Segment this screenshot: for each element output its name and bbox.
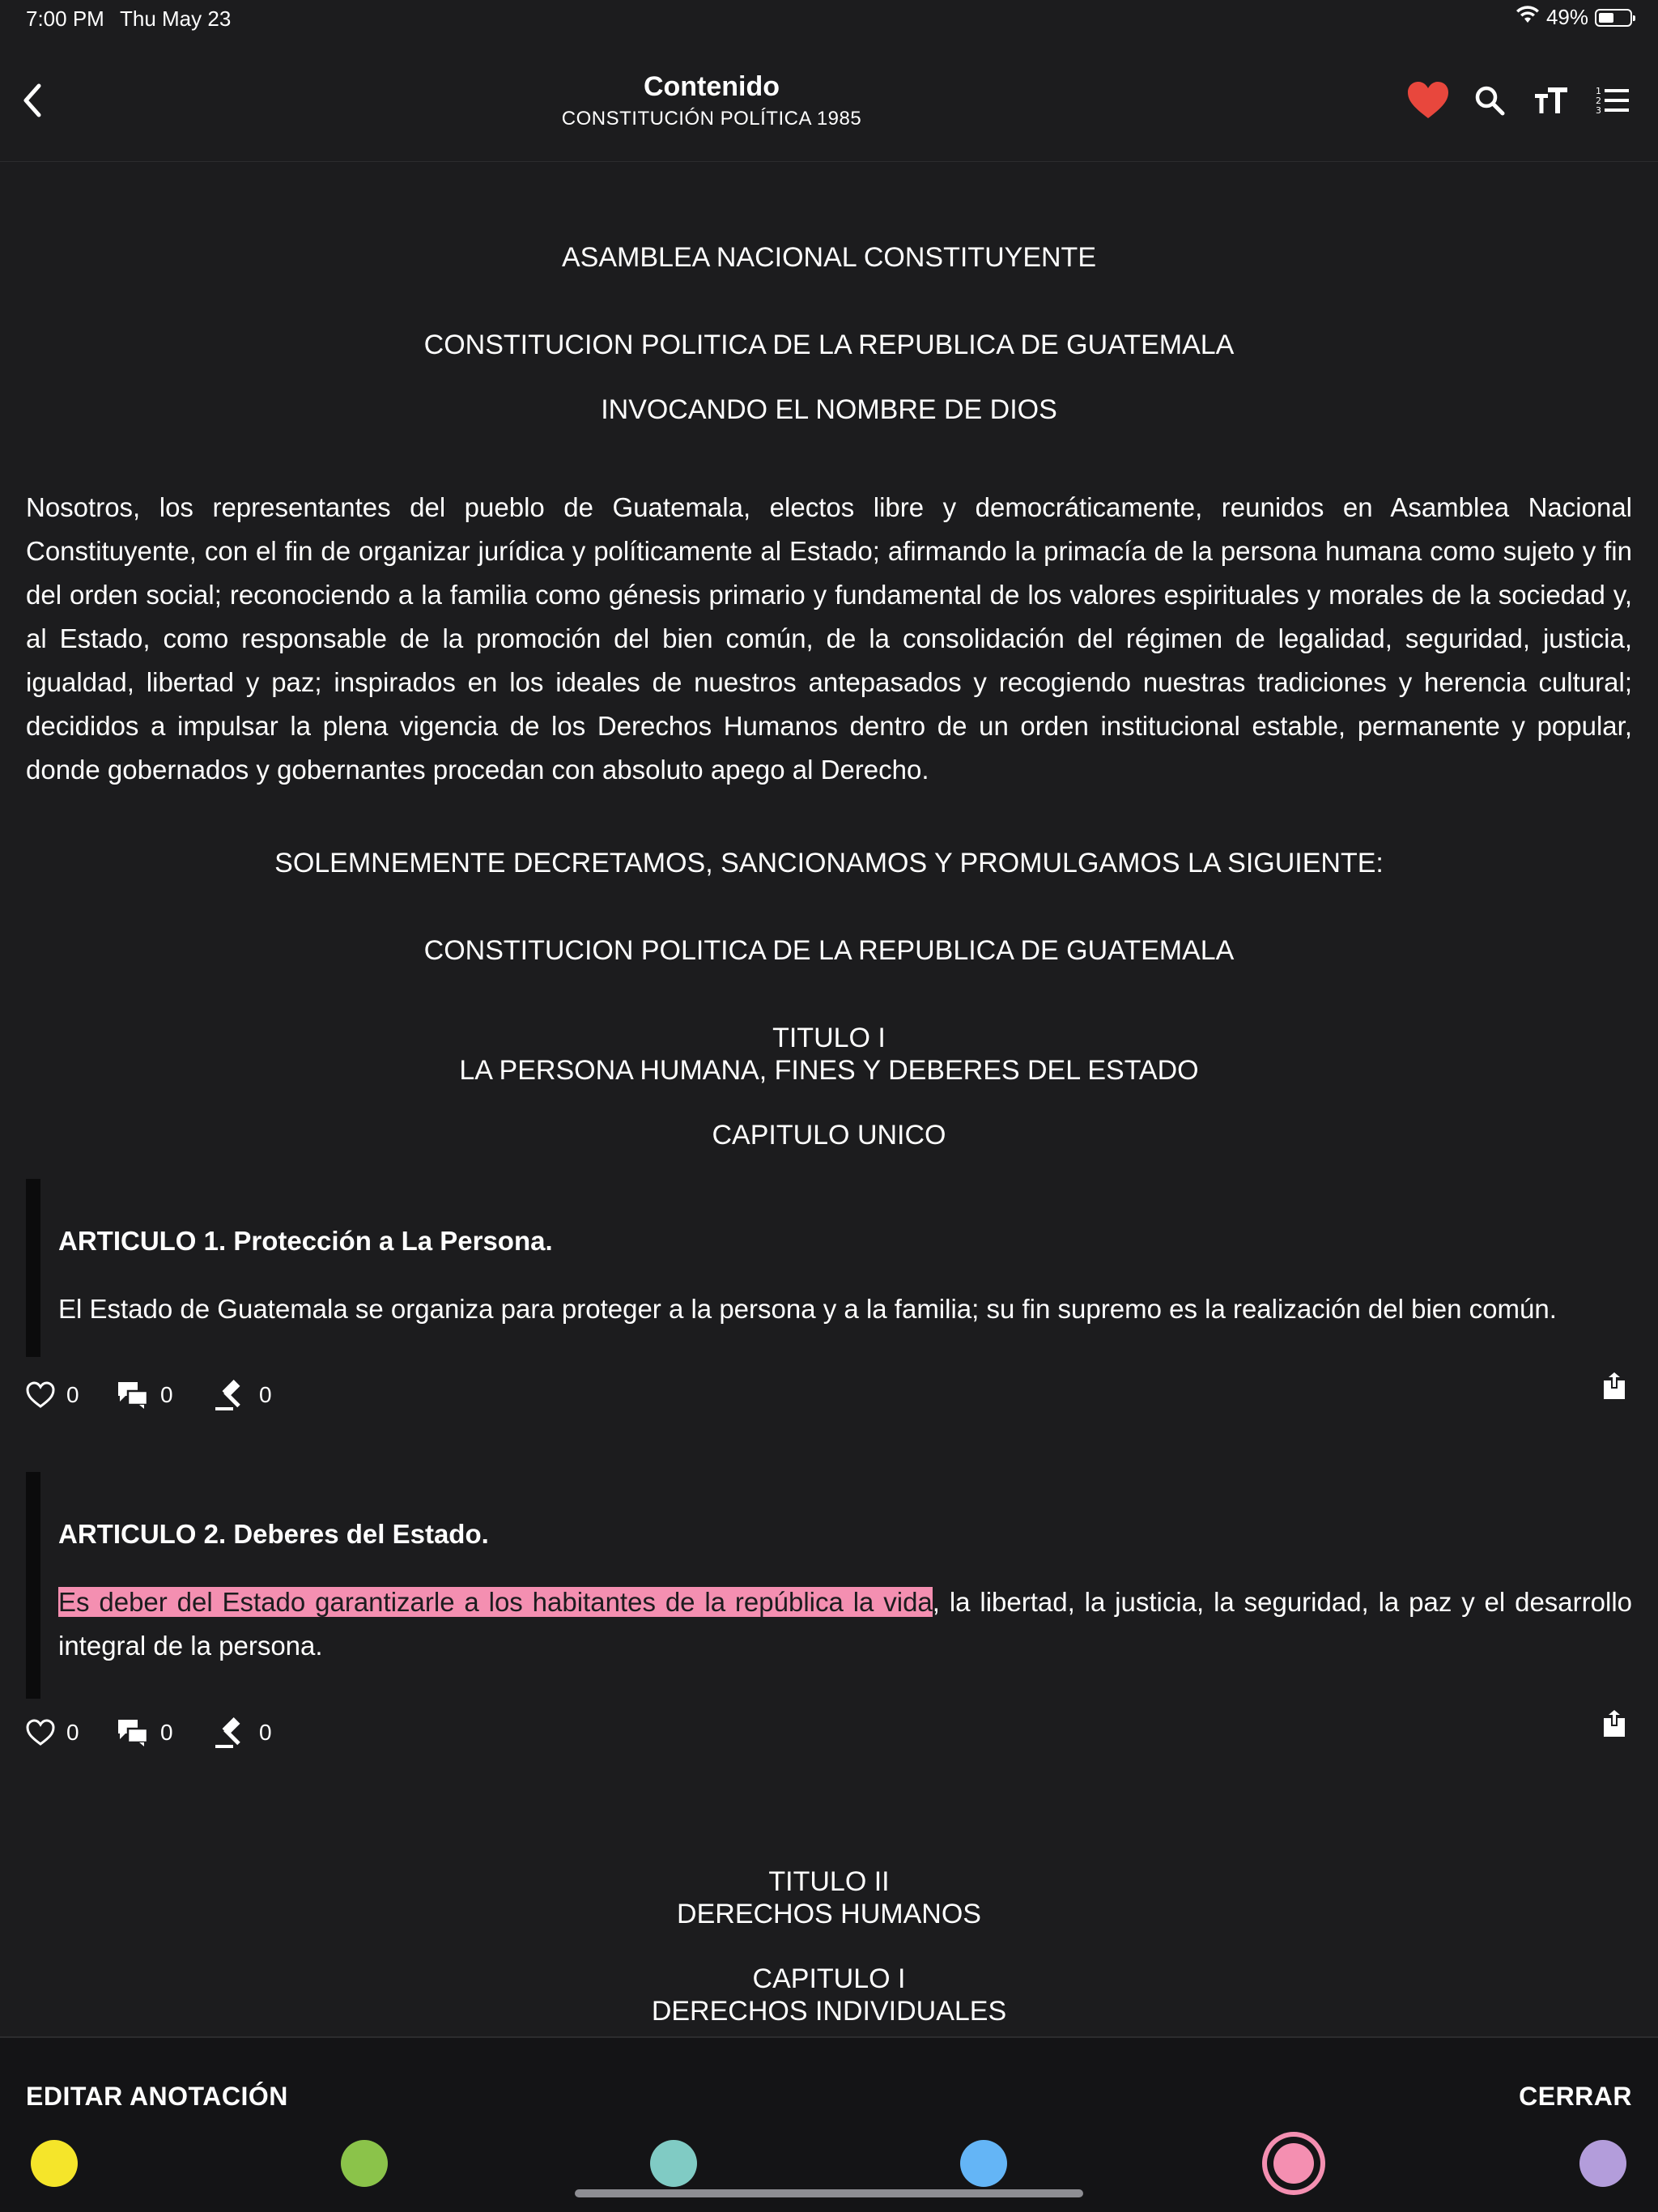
titulo-2-name: DERECHOS HUMANOS — [677, 1899, 981, 1929]
favorite-button[interactable] — [1397, 74, 1459, 126]
color-swatch-green[interactable] — [341, 2140, 388, 2187]
svg-text:1: 1 — [1596, 86, 1601, 96]
share-icon — [1602, 1709, 1626, 1738]
preamble-text: Nosotros, los representantes del pueblo de Guatemala, electos libre y democráticamente, reunidos en Asamblea Nacional Constituyente, con el fin de organizar jurídica y políticamente al Estado; afirmando la primacía de la persona humana como sujeto y fin del orden social; reconociendo a la familia como génesis primario y fundamental de los valores espirituales y morales de la sociedad y, al Estado, como responsable de la promoción del bien común, de la consolidación del régimen de legalidad, seguridad, justicia, igualdad, libertad y paz; inspirados en los ideales de nuestros antepasados y recogiendo nuestras tradiciones y herencia cultural; decididos a impulsar la plena vigencia de los Derechos Humanos dentro de un orden institucional estable, permanente y popular, donde gobernados y gobernantes procedan con absoluto apego al Derecho. — [26, 492, 1632, 785]
share-button[interactable] — [1596, 1368, 1632, 1404]
status-bar — [0, 0, 1658, 39]
svg-text:2: 2 — [1596, 96, 1601, 106]
search-button[interactable] — [1459, 74, 1520, 126]
heading-invocando: INVOCANDO EL NOMBRE DE DIOS — [601, 394, 1057, 425]
heading-constitucion-2: CONSTITUCION POLITICA DE LA REPUBLICA DE GUATEMALA — [423, 935, 1235, 966]
article-title: ARTICULO 2. Deberes del Estado. — [58, 1519, 489, 1549]
color-swatch-purple[interactable] — [1579, 2140, 1626, 2187]
battery-fill — [1599, 13, 1613, 23]
heading-asamblea: ASAMBLEA NACIONAL CONSTITUYENTE — [562, 242, 1096, 273]
rulings-count: 0 — [259, 1720, 272, 1745]
highlighted-text[interactable]: Es deber del Estado garantizarle a los habitantes de la república la vida — [58, 1587, 933, 1617]
color-swatch-yellow[interactable] — [31, 2140, 78, 2187]
status-date: Thu May 23 — [120, 6, 232, 31]
article-bar — [26, 1179, 40, 1357]
document-content[interactable] — [0, 162, 1658, 2036]
nav-title: Contenido — [643, 71, 780, 102]
text-size-icon — [1533, 84, 1569, 117]
capitulo-unico: CAPITULO UNICO — [712, 1120, 946, 1151]
gavel-icon — [214, 1716, 248, 1750]
search-icon — [1473, 84, 1506, 117]
comments-icon — [117, 1718, 149, 1747]
share-button[interactable] — [1596, 1706, 1632, 1742]
article-2-actions — [26, 1712, 1632, 1753]
nav-bar — [0, 39, 1658, 162]
like-button[interactable] — [26, 1712, 79, 1753]
article-title: ARTICULO 1. Protección a La Persona. — [58, 1226, 553, 1256]
status-right — [1516, 5, 1632, 30]
home-indicator[interactable] — [575, 2189, 1083, 2197]
heart-icon — [1406, 80, 1450, 121]
capitulo-1-name: DERECHOS INDIVIDUALES — [651, 1996, 1007, 2027]
gavel-icon — [214, 1378, 248, 1412]
article-1-actions — [26, 1375, 1632, 1415]
article-text-rest: , la libertad, la justicia, la seguridad, la paz y el desarrollo integral de la persona. — [58, 1587, 1633, 1661]
heading-constitucion: CONSTITUCION POLITICA DE LA REPUBLICA DE GUATEMALA — [423, 330, 1235, 360]
edit-annotation-button[interactable]: EDITAR ANOTACIÓN — [26, 2082, 288, 2111]
comments-icon — [117, 1380, 149, 1410]
battery-percent: 49% — [1545, 5, 1588, 29]
article-text: El Estado de Guatemala se organiza para proteger a la persona y a la familia; su fin supremo es la realización del bien común. — [58, 1294, 1557, 1324]
comments-button[interactable] — [117, 1375, 173, 1415]
titulo-1-name: LA PERSONA HUMANA, FINES Y DEBERES DEL ESTADO — [459, 1055, 1199, 1086]
titulo-1-label: TITULO I — [772, 1023, 886, 1053]
heart-outline-icon — [26, 1381, 55, 1409]
share-icon — [1602, 1372, 1626, 1401]
article-bar — [26, 1472, 40, 1699]
decree-text: SOLEMNEMENTE DECRETAMOS, SANCIONAMOS Y PROMULGAMOS LA SIGUIENTE: — [274, 848, 1384, 878]
rulings-count: 0 — [259, 1382, 272, 1407]
nav-icons — [1397, 74, 1643, 126]
status-time: 7:00 PM — [26, 6, 104, 31]
wifi-icon — [1516, 5, 1540, 30]
color-swatch-pink[interactable] — [1273, 2143, 1314, 2184]
article-1[interactable] — [26, 1179, 1632, 1357]
text-size-button[interactable] — [1520, 74, 1582, 126]
comments-count: 0 — [160, 1720, 173, 1745]
titulo-2-label: TITULO II — [768, 1866, 890, 1897]
annotation-panel — [0, 2036, 1658, 2212]
rulings-button[interactable] — [214, 1375, 272, 1415]
article-text[interactable] — [58, 1580, 1632, 1668]
capitulo-1-label: CAPITULO I — [752, 1963, 906, 1994]
like-count: 0 — [66, 1382, 79, 1407]
rulings-button[interactable] — [214, 1712, 272, 1753]
color-swatch-teal[interactable] — [650, 2140, 697, 2187]
close-button[interactable]: CERRAR — [1519, 2082, 1632, 2111]
nav-subtitle: CONSTITUCIÓN POLÍTICA 1985 — [561, 108, 862, 130]
svg-text:3: 3 — [1596, 105, 1601, 116]
comments-button[interactable] — [117, 1712, 173, 1753]
battery-icon — [1595, 9, 1632, 27]
comments-count: 0 — [160, 1382, 173, 1407]
article-2[interactable] — [26, 1472, 1632, 1699]
color-swatch-blue[interactable] — [960, 2140, 1007, 2187]
like-button[interactable] — [26, 1375, 79, 1415]
index-button[interactable] — [1582, 74, 1643, 126]
heart-outline-icon — [26, 1719, 55, 1746]
like-count: 0 — [66, 1720, 79, 1745]
list-icon — [1595, 84, 1630, 117]
